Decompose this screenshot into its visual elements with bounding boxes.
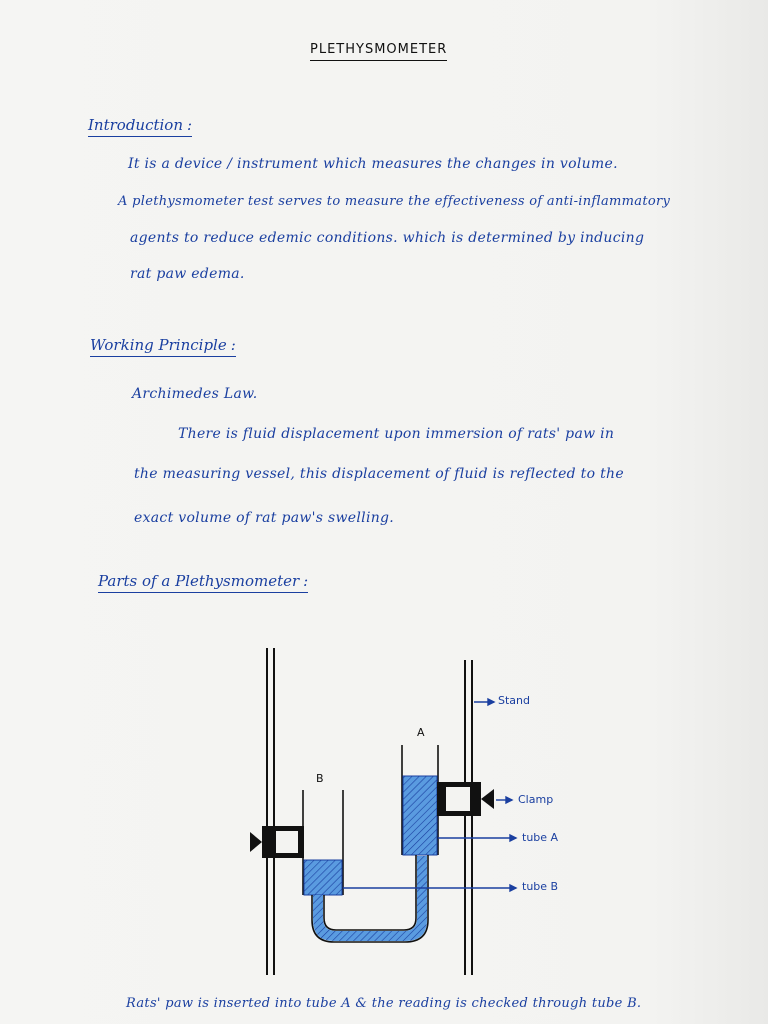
intro-line-1: It is a device / instrument which measures the changes in volume. <box>128 156 618 172</box>
left-stand <box>267 648 274 975</box>
tube-b-label: tube B <box>522 880 559 893</box>
stand-label: Stand <box>498 694 530 707</box>
clamp-label: Clamp <box>518 793 554 806</box>
parts-heading: Parts of a Plethysmometer : <box>98 572 308 593</box>
right-stand <box>465 660 472 975</box>
tube-b-shape <box>303 790 343 895</box>
tube-b-letter: B <box>316 772 324 785</box>
principle-line-1: There is fluid displacement upon immersion of rats' paw in <box>178 426 615 442</box>
tube-a-label: tube A <box>522 831 559 844</box>
intro-line-3: agents to reduce edemic conditions. which is determined by inducing <box>130 230 645 246</box>
principle-law: Archimedes Law. <box>132 386 258 402</box>
footer-note: Rats' paw is inserted into tube A & the reading is checked through tube B. <box>126 996 642 1011</box>
principle-line-2: the measuring vessel, this displacement of fluid is reflected to the <box>134 466 624 482</box>
intro-line-4: rat paw edema. <box>130 266 245 282</box>
working-principle-heading: Working Principle : <box>90 336 236 357</box>
tube-a-letter: A <box>417 726 425 739</box>
page-title: PLETHYSMOMETER <box>310 42 447 61</box>
right-clamp <box>437 782 494 816</box>
introduction-heading: Introduction : <box>88 116 192 137</box>
left-clamp <box>250 826 304 858</box>
intro-line-2: A plethysmometer test serves to measure the effectiveness of anti-inflammatory <box>118 194 671 209</box>
principle-line-3: exact volume of rat paw's swelling. <box>134 510 395 526</box>
tube-a-shape <box>402 745 438 855</box>
